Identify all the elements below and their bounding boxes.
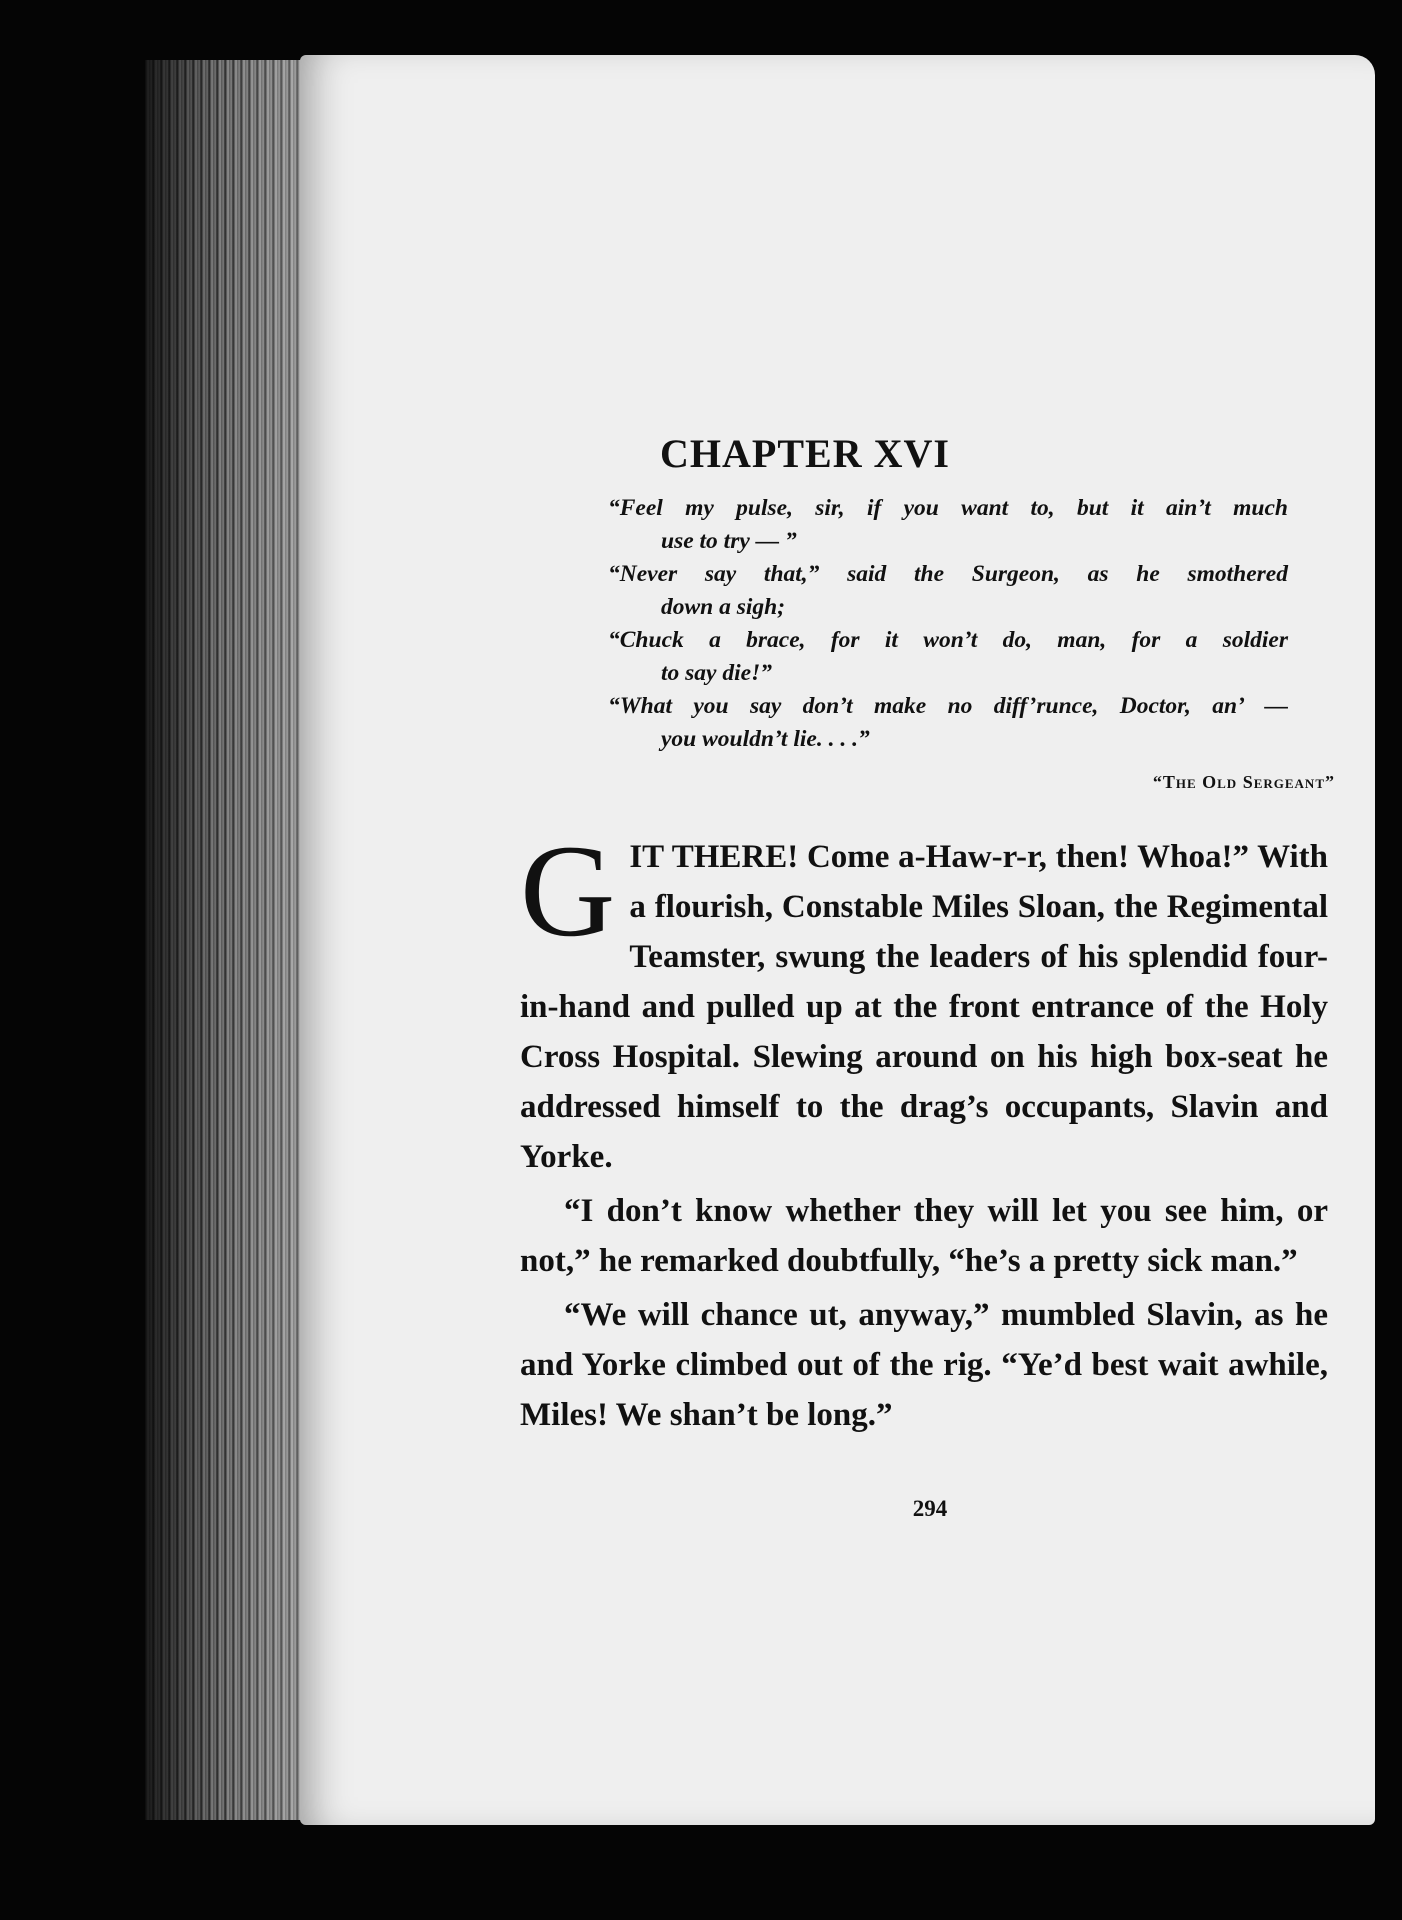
paragraph-1 <box>520 817 1328 1182</box>
page-number: 294 <box>912 1496 948 1521</box>
epigraph-line: “Chuck a brace, for it won’t do, man, for a soldier <box>608 627 1288 653</box>
epigraph-line: “What you say don’t make no diff’runce, Doctor, an’ — <box>608 693 1288 719</box>
epigraph <box>608 492 1288 756</box>
chapter-title: CHAPTER XVI <box>660 431 950 476</box>
epigraph-attribution: “The Old Sergeant” <box>1152 772 1335 792</box>
paragraph-1-text: IT THERE! Come a-Haw-r-r, then! Whoa!” With a flourish, Constable Miles Sloan, the Regimental Teamster, swung the leaders of his splendid four-in-hand and pulled up at the front entrance of the Holy Cross Hospital. Slewing around on his high box-seat he addressed himself to the drag’s occupants, Slavin and Yorke. <box>520 839 1328 1175</box>
page-edges-shadow <box>145 60 315 1820</box>
drop-cap: G <box>520 817 616 964</box>
epigraph-line: to say die!” <box>661 660 772 686</box>
epigraph-line: “Never say that,” said the Surgeon, as he smothered <box>608 561 1288 587</box>
chapter-body <box>520 817 1328 1440</box>
epigraph-line: use to try — ” <box>661 528 797 554</box>
paragraph-2: “I don’t know whether they will let you see him, or not,” he remarked doubtfully, “he’s a pretty sick man.” <box>520 1193 1328 1279</box>
epigraph-line: down a sigh; <box>661 594 786 620</box>
epigraph-line: you wouldn’t lie. . . .” <box>661 726 870 752</box>
epigraph-line: “Feel my pulse, sir, if you want to, but it ain’t much <box>608 495 1288 521</box>
paragraph-3: “We will chance ut, anyway,” mumbled Slavin, as he and Yorke climbed out of the rig. “Ye’d best wait awhile, Miles! We shan’t be long.” <box>520 1297 1328 1433</box>
